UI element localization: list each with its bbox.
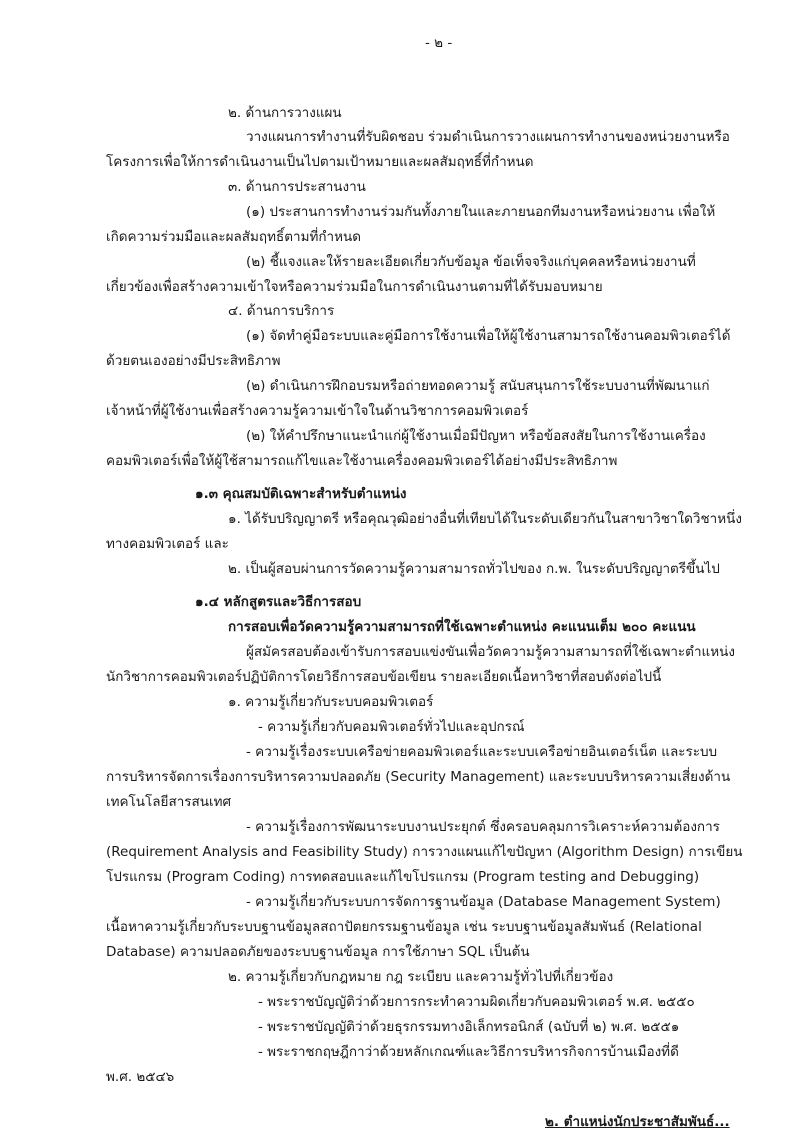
section-heading: ๒. ด้านการวางแผน	[228, 105, 342, 121]
bullet-line: - ความรู้เรื่องระบบเครือข่ายคอมพิวเตอร์และระบบเครือข่ายอินเตอร์เน็ต และระบบ	[246, 744, 718, 760]
section-heading: ๑.๓ คุณสมบัติเฉพาะสำหรับตำแหน่ง	[195, 486, 407, 502]
paragraph-line: ๑. ได้รับปริญญาตรี หรือคุณวุฒิอย่างอื่นที่เทียบได้ในระดับเดียวกันในสาขาวิชาใดวิชาหนึ่ง	[228, 511, 742, 527]
section-heading: ๓. ด้านการประสานงาน	[228, 179, 366, 195]
paragraph-line: (๑) ประสานการทำงานร่วมกันทั้งภายในและภายนอกทีมงานหรือหน่วยงาน เพื่อให้	[246, 204, 716, 220]
paragraph-line: เนื้อหาความรู้เกี่ยวกับระบบฐานข้อมูลสถาปัตยกรรมฐานข้อมูล เช่น ระบบฐานข้อมูลสัมพันธ์ (Relational	[106, 919, 702, 935]
next-section-footer: ๒. ตำแหน่งนักประชาสัมพันธ์...	[545, 1114, 730, 1130]
section-heading: ๔. ด้านการบริการ	[228, 303, 335, 319]
bullet-line: - พระราชกฤษฎีกาว่าด้วยหลักเกณฑ์และวิธีการบริหารกิจการบ้านเมืองที่ดี	[258, 1044, 679, 1060]
paragraph-line: ทางคอมพิวเตอร์ และ	[106, 536, 229, 552]
paragraph-line: ด้วยตนเองอย่างมีประสิทธิภาพ	[106, 353, 281, 369]
subsection-heading: ๒. ความรู้เกี่ยวกับกฎหมาย กฎ ระเบียบ และความรู้ทั่วไปที่เกี่ยวข้อง	[228, 969, 614, 985]
paragraph-line: (๒) ให้คำปรึกษาแนะนำแก่ผู้ใช้งานเมื่อมีปัญหา หรือข้อสงสัยในการใช้งานเครื่อง	[246, 428, 706, 444]
bullet-line: - พระราชบัญญัติว่าด้วยการกระทำความผิดเกี่ยวกับคอมพิวเตอร์ พ.ศ. ๒๕๕๐	[258, 994, 695, 1010]
paragraph-line: เกี่ยวข้องเพื่อสร้างความเข้าใจหรือความร่วมมือในการดำเนินงานตามที่ได้รับมอบหมาย	[106, 279, 603, 295]
paragraph-line: เจ้าหน้าที่ผู้ใช้งานเพื่อสร้างความรู้ความเข้าใจในด้านวิชาการคอมพิวเตอร์	[106, 403, 529, 419]
paragraph-line: คอมพิวเตอร์เพื่อให้ผู้ใช้สามารถแก้ไขและใช้งานเครื่องคอมพิวเตอร์ได้อย่างมีประสิทธิภาพ	[106, 453, 618, 469]
page-number: - ๒ -	[425, 35, 453, 51]
bullet-line: - ความรู้เกี่ยวกับคอมพิวเตอร์ทั่วไปและอุปกรณ์	[258, 719, 525, 735]
bullet-line: - พระราชบัญญัติว่าด้วยธุรกรรมทางอิเล็กทรอนิกส์ (ฉบับที่ ๒) พ.ศ. ๒๕๕๑	[258, 1019, 680, 1035]
subsection-heading: ๑. ความรู้เกี่ยวกับระบบคอมพิวเตอร์	[228, 694, 434, 710]
paragraph-line: เกิดความร่วมมือและผลสัมฤทธิ์ตามที่กำหนด	[106, 229, 362, 245]
paragraph-line: การบริหารจัดการเรื่องการบริหารความปลอดภัย (Security Management) และระบบบริหารความเสี่ยงด้าน	[106, 769, 731, 785]
paragraph-line: (๒) ชี้แจงและให้รายละเอียดเกี่ยวกับข้อมูล ข้อเท็จจริงแก่บุคคลหรือหน่วยงานที่	[246, 254, 696, 270]
paragraph-line: Database) ความปลอดภัยของระบบฐานข้อมูล การใช้ภาษา SQL เป็นต้น	[106, 944, 530, 960]
bullet-line: - ความรู้เรื่องการพัฒนาระบบงานประยุกต์ ซึ่งครอบคลุมการวิเคราะห์ความต้องการ	[246, 819, 720, 835]
paragraph-line: โครงการเพื่อให้การดำเนินงานเป็นไปตามเป้าหมายและผลสัมฤทธิ์ที่กำหนด	[106, 154, 534, 170]
paragraph-line: (๑) จัดทำคู่มือระบบและคู่มือการใช้งานเพื่อให้ผู้ใช้งานสามารถใช้งานคอมพิวเตอร์ได้	[246, 328, 731, 344]
section-subheading: การสอบเพื่อวัดความรู้ความสามารถที่ใช้เฉพาะตำแหน่ง คะแนนเต็ม ๒๐๐ คะแนน	[228, 619, 696, 635]
paragraph-line: ๒. เป็นผู้สอบผ่านการวัดความรู้ความสามารถทั่วไปของ ก.พ. ในระดับปริญญาตรีขึ้นไป	[228, 561, 720, 577]
paragraph-line: พ.ศ. ๒๕๔๖	[106, 1069, 175, 1085]
paragraph-line: นักวิชาการคอมพิวเตอร์ปฏิบัติการโดยวิธีการสอบข้อเขียน รายละเอียดเนื้อหาวิชาที่สอบดังต่อไปนี้	[106, 669, 662, 685]
paragraph-line: (๒) ดำเนินการฝึกอบรมหรือถ่ายทอดความรู้ สนับสนุนการใช้ระบบงานที่พัฒนาแก่	[246, 378, 710, 394]
paragraph-line: เทคโนโลยีสารสนเทศ	[106, 794, 232, 810]
bullet-line: - ความรู้เกี่ยวกับระบบการจัดการฐานข้อมูล (Database Management System)	[246, 894, 721, 910]
paragraph-line: ผู้สมัครสอบต้องเข้ารับการสอบแข่งขันเพื่อวัดความรู้ความสามารถที่ใช้เฉพาะตำแหน่ง	[246, 644, 735, 660]
paragraph-line: (Requirement Analysis and Feasibility Study) การวางแผนแก้ไขปัญหา (Algorithm Design) การเขียน	[106, 844, 743, 860]
paragraph-line: โปรแกรม (Program Coding) การทดสอบและแก้ไขโปรแกรม (Program testing and Debugging)	[106, 869, 700, 885]
section-heading: ๑.๔ หลักสูตรและวิธีการสอบ	[195, 594, 362, 610]
paragraph-line: วางแผนการทำงานที่รับผิดชอบ ร่วมดำเนินการวางแผนการทำงานของหน่วยงานหรือ	[246, 129, 730, 145]
